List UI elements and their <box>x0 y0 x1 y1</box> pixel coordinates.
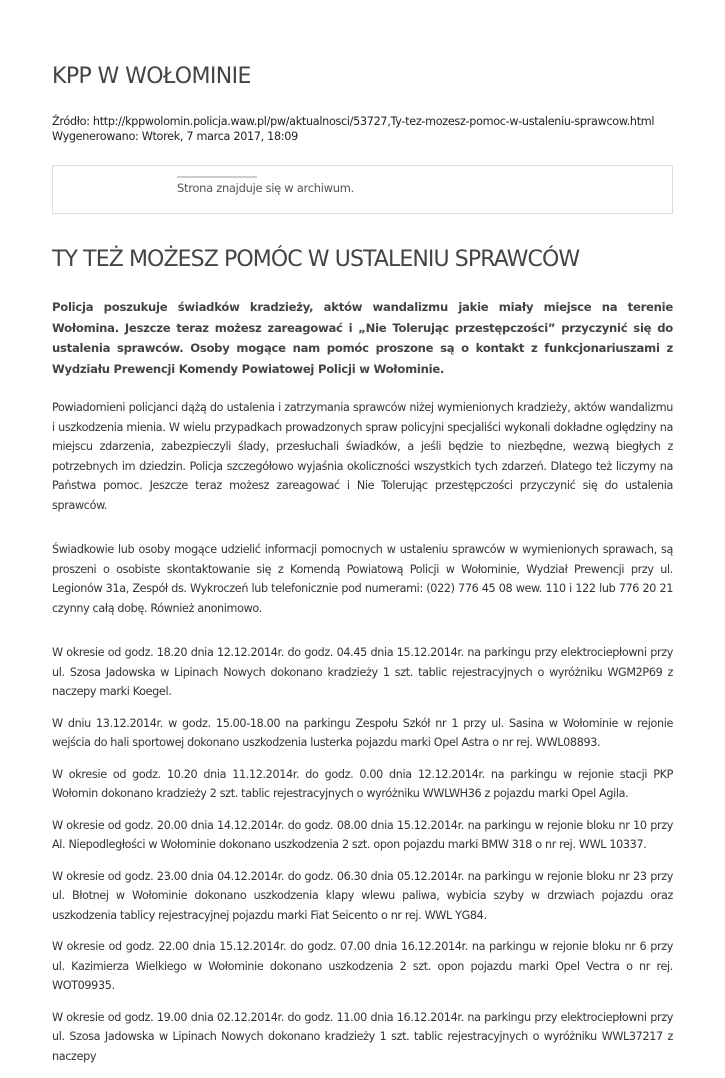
document-meta <box>52 114 654 144</box>
generated-date: Wygenerowano: Wtorek, 7 marca 2017, 18:09 <box>52 130 298 143</box>
incident-paragraph: W okresie od godz. 22.00 dnia 15.12.2014r. do godz. 07.00 dnia 16.12.2014r. na parkingu w rejonie bloku nr 6 przy ul. Kazimierza Wielkiego w Wołominie dokonano uszkodzenia 2 szt. opon pojazdu marki Opel Vectra o nr rej. WOT09935. <box>52 940 673 992</box>
archive-notice-text: Strona znajduje się w archiwum. <box>177 181 354 195</box>
source-url: Źródło: http://kppwolomin.policja.waw.pl/pw/aktualnosci/53727,Ty-tez-mozesz-pomoc-w-ustaleniu-sprawcow.html <box>52 115 655 128</box>
incident-paragraph: W okresie od godz. 19.00 dnia 02.12.2014r. do godz. 11.00 dnia 16.12.2014r. na parkingu przy elektrociepłowni przy ul. Szosa Jadowska w Lipinach Nowych dokonano kradzieży 1 szt. tablic rejestracyjnych o wyróżniku WWL37217 z naczepy <box>52 1010 673 1063</box>
article-body <box>52 398 673 1078</box>
incident-paragraph: W dniu 13.12.2014r. w godz. 15.00-18.00 na parkingu Zespołu Szkół nr 1 przy ul. Sasina w Wołominie w rejonie wejścia do hali sportowej dokonano uszkodzenia lusterka pojazdu marki Opel Astra o nr rej. WWL08893. <box>52 716 673 749</box>
article-lead: Policja poszukuje świadków kradzieży, aktów wandalizmu jakie miały miejsce na terenie Wołomina. Jeszcze teraz możesz zareagować i „Nie Tolerując przestępczości” przyczynić się do ustalenia sprawców. Osoby mogące nam pomóc proszone są o kontakt z funkcjonariuszami z Wydziału Prewencji Komendy Powiatowej Policji w Wołominie. <box>52 300 673 376</box>
archive-notice-box <box>52 165 673 214</box>
article-paragraph: Świadkowie lub osoby mogące udzielić informacji pomocnych w ustaleniu sprawców w wymienionych sprawach, są proszeni o osobiste skontaktowanie się z Komendą Powiatową Policji w Wołominie, Wydział Prewencji przy ul. Legionów 31a, Zespół ds. Wykroczeń lub telefonicznie pod numerami: (022) 776 45 08 wew. 110 i 122 lub 776 20 21 czynny całą dobę. Również anonimowo. <box>52 543 673 615</box>
article-title: TY TEŻ MOŻESZ POMÓC W USTALENIU SPRAWCÓW <box>52 247 580 272</box>
incident-paragraph: W okresie od godz. 20.00 dnia 14.12.2014r. do godz. 08.00 dnia 15.12.2014r. na parkingu w rejonie bloku nr 10 przy Al. Niepodległości w Wołominie dokonano uszkodzenia 2 szt. opon pojazdu marki BMW 318 o nr rej. WWL 10337. <box>52 818 673 851</box>
site-title: KPP W WOŁOMINIE <box>52 64 251 89</box>
incident-paragraph: W okresie od godz. 23.00 dnia 04.12.2014r. do godz. 06.30 dnia 05.12.2014r. na parkingu w rejonie bloku nr 23 przy ul. Błotnej w Wołominie dokonano uszkodzenia klapy wlewu paliwa, wybicia szyby w drzwiach pojazdu oraz uszkodzenia tablicy rejestracyjnej pojazdu marki Fiat Seicento o nr rej. WWL YG84. <box>52 869 673 922</box>
archive-notice-divider <box>177 176 257 178</box>
incident-paragraph: W okresie od godz. 10.20 dnia 11.12.2014r. do godz. 0.00 dnia 12.12.2014r. na parkingu w rejonie stacji PKP Wołomin dokonano kradzieży 2 szt. tablic rejestracyjnych o wyróżniku WWLWH36 z pojazdu marki Opel Agila. <box>52 767 673 800</box>
incident-paragraph: W okresie od godz. 18.20 dnia 12.12.2014r. do godz. 04.45 dnia 15.12.2014r. na parkingu przy elektrociepłowni przy ul. Szosa Jadowska w Lipinach Nowych dokonano kradzieży 1 szt. tablic rejestracyjnych o wyróżniku WGM2P69 z naczepy marki Koegel. <box>52 646 673 698</box>
article-paragraph: Powiadomieni policjanci dążą do ustalenia i zatrzymania sprawców niżej wymienionych kradzieży, aktów wandalizmu i uszkodzenia mienia. W wielu przypadkach prowadzonych spraw policyjni specjaliści wykonali dokładne oględziny na miejscu zdarzenia, zabezpieczyli ślady, przesłuchali świadków, a jeśli będzie to niezbędne, wezwą biegłych z potrzebnych im dziedzin. Policja szczegółowo wyjaśnia okoliczności wszystkich tych zdarzeń. Dlatego też liczymy na Państwa pomoc. Jeszcze teraz możesz zareagować i Nie Tolerując przestępczości przyczynić się do ustalenia sprawców. <box>52 401 673 512</box>
